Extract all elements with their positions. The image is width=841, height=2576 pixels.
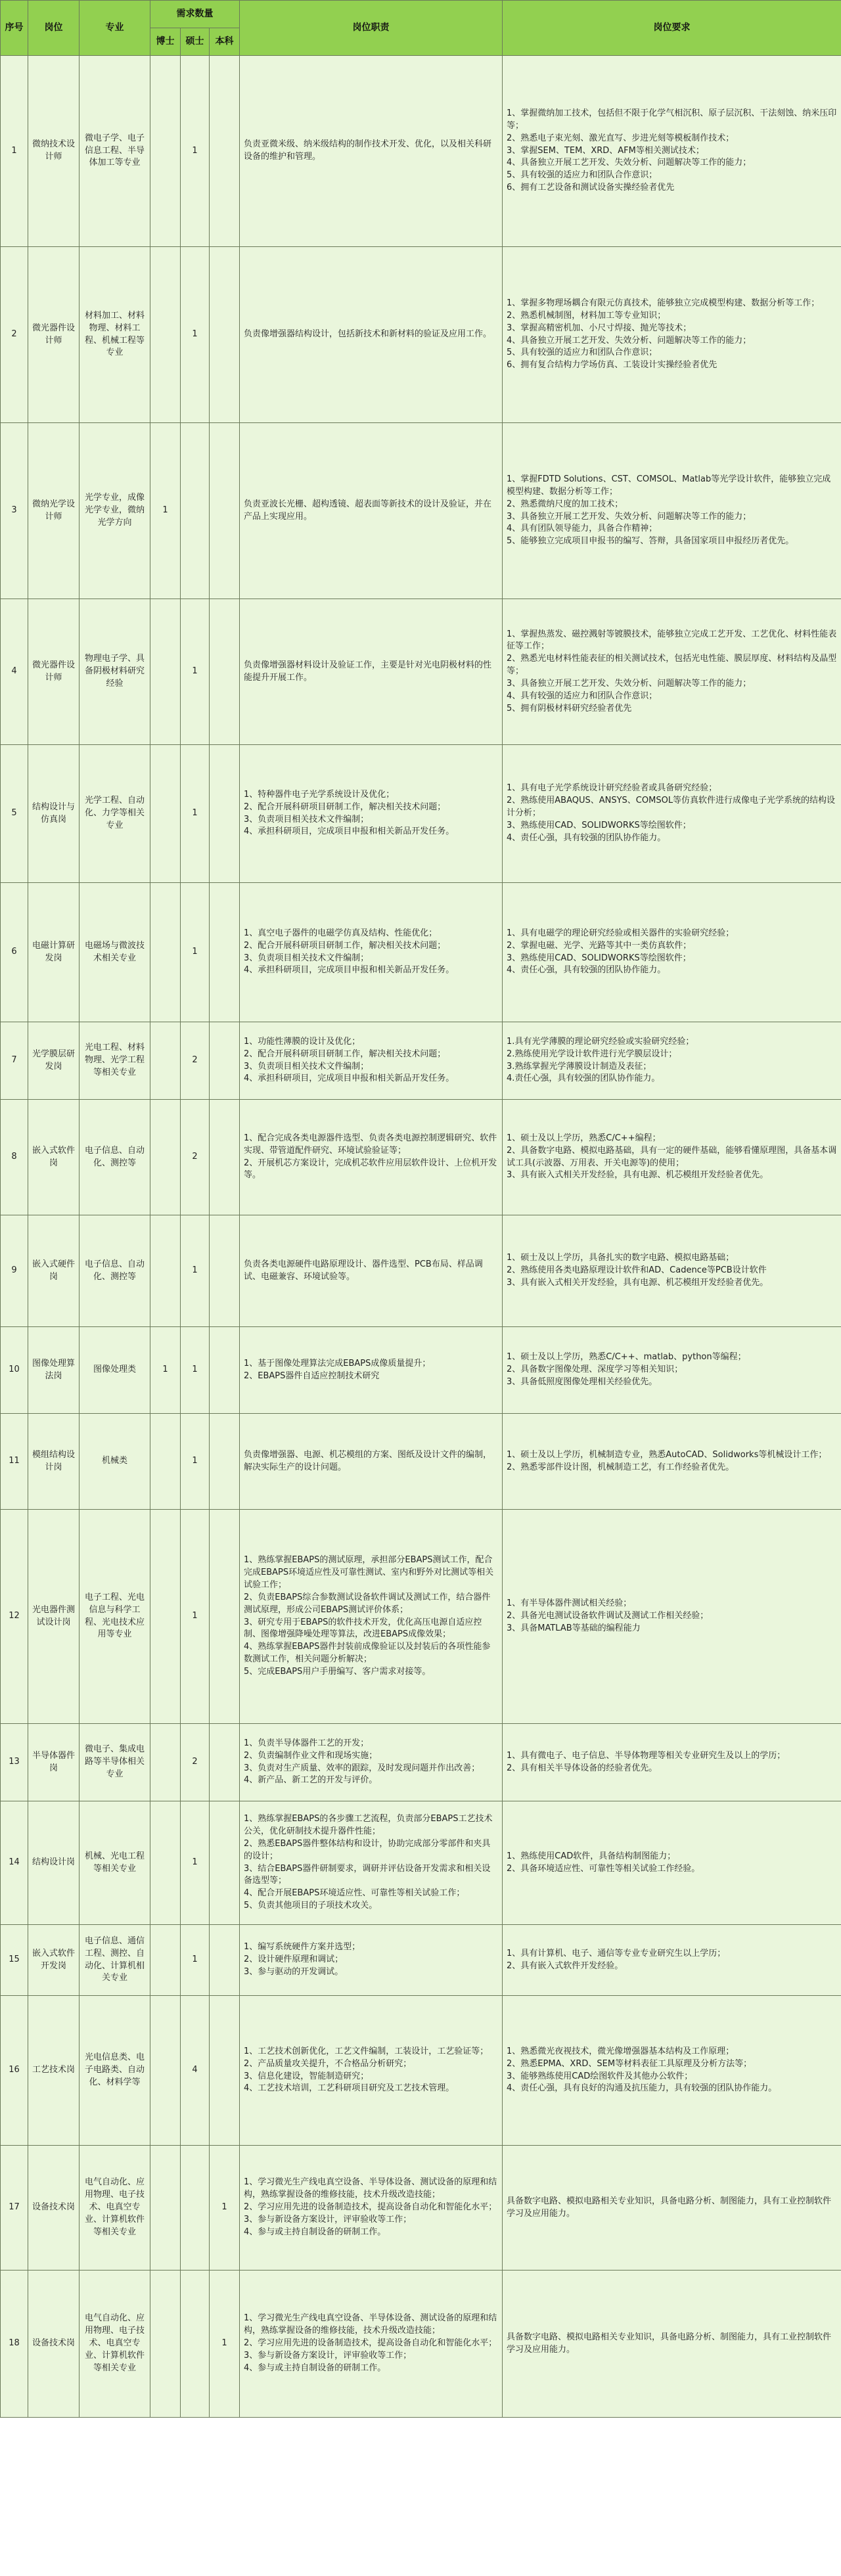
row-phd-count [150,1022,181,1100]
row-index: 4 [1,599,28,745]
row-phd-count [150,2146,181,2271]
row-master-count: 2 [181,1100,210,1215]
row-position: 嵌入式软件岗 [28,1100,80,1215]
row-phd-count [150,247,181,423]
row-duty: 负责各类电源硬件电路原理设计、器件选型、PCB布局、样品调试、电磁兼容、环境试验等。 [240,1215,503,1327]
row-requirement: 1、掌握多物理场耦合有限元仿真技术，能够独立完成模型构建、数据分析等工作； 2、熟悉机械制图，材料加工等专业知识； 3、掌握高精密机加、小尺寸焊接、抛光等技术； 4、具备独立开展工艺开发、失效分析、问题解决等工作的能力； 5、具有较强的适应力和团队合作意识； 6、拥有复合结构力学场仿真、工装设计实操经验者优先 [503,247,841,423]
header-index: 序号 [1,1,28,56]
table-row [1,745,841,883]
row-index: 6 [1,883,28,1022]
row-master-count: 2 [181,1724,210,1801]
row-bachelor-count [210,1327,240,1414]
row-major: 光学工程、自动化、力学等相关专业 [80,745,150,883]
row-position: 结构设计与仿真岗 [28,745,80,883]
row-index: 5 [1,745,28,883]
table-row [1,423,841,599]
table-row [1,1510,841,1724]
row-index: 11 [1,1414,28,1510]
table-row [1,599,841,745]
row-requirement: 1、硕士及以上学历，熟悉C/C++、matlab、python等编程； 2、具备数字图像处理、深度学习等相关知识； 3、具备低照度图像处理相关经验优先。 [503,1327,841,1414]
row-duty: 1、学习微光生产线电真空设备、半导体设备、测试设备的原理和结构，熟练掌握设备的维修技能，技术升级改造技能； 2、学习应用先进的设备制造技术，提高设备自动化和智能化水平； 3、参与新设备方案设计，评审验收等工作； 4、参与或主持自制设备的研制工作。 [240,2146,503,2271]
row-phd-count: 1 [150,423,181,599]
row-bachelor-count [210,1510,240,1724]
row-duty: 1、工艺技术创新优化，工艺文件编制，工装设计，工艺验证等； 2、产品质量攻关提升，不合格品分析研究； 3、信息化建设，智能制造研究； 4、工艺技术培训，工艺科研项目研究及工艺技术管理。 [240,1996,503,2146]
row-master-count: 2 [181,1022,210,1100]
row-duty: 1、真空电子器件的电磁学仿真及结构、性能优化； 2、配合开展科研项目研制工作，解决相关技术问题； 3、负责项目相关技术文件编制； 4、承担科研项目，完成项目申报和相关新品开发任务。 [240,883,503,1022]
table-row [1,2271,841,2418]
row-position: 微光器件设计师 [28,599,80,745]
table-row [1,1724,841,1801]
row-master-count: 4 [181,1996,210,2146]
row-bachelor-count [210,1925,240,1996]
row-major: 图像处理类 [80,1327,150,1414]
row-major: 光学专业，成像光学专业，微纳光学方向 [80,423,150,599]
row-position: 结构设计岗 [28,1801,80,1925]
row-position: 电磁计算研发岗 [28,883,80,1022]
row-master-count [181,2146,210,2271]
row-master-count: 1 [181,1801,210,1925]
row-position: 微光器件设计师 [28,247,80,423]
row-index: 17 [1,2146,28,2271]
row-index: 8 [1,1100,28,1215]
table-row [1,1022,841,1100]
row-phd-count [150,56,181,247]
row-requirement: 1、熟悉微光夜视技术，微光像增强器基本结构及工作原理； 2、熟悉EPMA、XRD、SEM等材料表征工具原理及分析方法等； 3、能够熟练使用CAD绘图软件及其他办公软件； 4、责任心强，具有良好的沟通及抗压能力，具有较强的团队协作能力。 [503,1996,841,2146]
row-index: 16 [1,1996,28,2146]
row-index: 3 [1,423,28,599]
header-master: 硕士 [181,28,210,56]
table-row [1,2146,841,2271]
row-bachelor-count [210,1996,240,2146]
row-duty: 负责像增强器、电源、机芯模组的方案、图纸及设计文件的编制，解决实际生产的设计问题。 [240,1414,503,1510]
row-duty: 负责像增强器结构设计，包括新技术和新材料的验证及应用工作。 [240,247,503,423]
row-master-count: 1 [181,1925,210,1996]
row-duty: 1、基于图像处理算法完成EBAPS成像质量提升； 2、EBAPS器件自适应控制技术研究 [240,1327,503,1414]
row-position: 微纳技术设计师 [28,56,80,247]
row-requirement: 具备数字电路、模拟电路相关专业知识，具备电路分析、制图能力，具有工业控制软件学习及应用能力。 [503,2271,841,2418]
row-master-count [181,423,210,599]
header-position: 岗位 [28,1,80,56]
row-major: 电子信息、自动化、测控等 [80,1100,150,1215]
row-index: 14 [1,1801,28,1925]
row-phd-count [150,1100,181,1215]
row-bachelor-count [210,247,240,423]
row-index: 10 [1,1327,28,1414]
row-position: 微纳光学设计师 [28,423,80,599]
row-requirement: 1、熟练使用CAD软件，具备结构制图能力； 2、具备环境适应性、可靠性等相关试验工作经验。 [503,1801,841,1925]
table-row [1,1414,841,1510]
row-duty: 1、功能性薄膜的设计及优化； 2、配合开展科研项目研制工作，解决相关技术问题； 3、负责项目相关技术文件编制； 4、承担科研项目，完成项目申报和相关新品开发任务。 [240,1022,503,1100]
row-requirement: 1、硕士及以上学历，机械制造专业，熟悉AutoCAD、Solidworks等机械设计工作； 2、熟悉零部件设计图，机械制造工艺，有工作经验者优先。 [503,1414,841,1510]
row-requirement: 1、掌握热蒸发、磁控溅射等镀膜技术，能够独立完成工艺开发、工艺优化、材料性能表征等工作； 2、熟悉光电材料性能表征的相关测试技术，包括光电性能、膜层厚度、材料结构及晶型等； 3、具备独立开展工艺开发、失效分析、问题解决等工作的能力； 4、具有较强的适应力和团队合作意识； 5、拥有阴极材料研究经验者优先 [503,599,841,745]
row-bachelor-count [210,1724,240,1801]
row-phd-count [150,1996,181,2146]
row-duty: 1、学习微光生产线电真空设备、半导体设备、测试设备的原理和结构，熟练掌握设备的维修技能，技术升级改造技能； 2、学习应用先进的设备制造技术，提高设备自动化和智能化水平； 3、参与新设备方案设计，评审验收等工作； 4、参与或主持自制设备的研制工作。 [240,2271,503,2418]
row-index: 18 [1,2271,28,2418]
row-index: 1 [1,56,28,247]
row-bachelor-count [210,1414,240,1510]
row-position: 嵌入式软件开发岗 [28,1925,80,1996]
row-requirement: 1、具有微电子、电子信息、半导体物理等相关专业研究生及以上的学历； 2、具有相关半导体设备的经验者优先。 [503,1724,841,1801]
row-duty: 1、编写系统硬件方案并选型； 2、设计硬件原理和调试； 3、参与驱动的开发调试。 [240,1925,503,1996]
row-bachelor-count [210,1215,240,1327]
row-bachelor-count [210,423,240,599]
row-phd-count [150,1215,181,1327]
table-row [1,1100,841,1215]
row-index: 13 [1,1724,28,1801]
row-phd-count: 1 [150,1327,181,1414]
row-position: 图像处理算法岗 [28,1327,80,1414]
row-major: 光电信息类、电子电路类、自动化、材料学等 [80,1996,150,2146]
header-duty: 岗位职责 [240,1,503,56]
row-major: 电子信息、自动化、测控等 [80,1215,150,1327]
row-phd-count [150,745,181,883]
row-position: 嵌入式硬件岗 [28,1215,80,1327]
row-position: 设备技术岗 [28,2271,80,2418]
row-master-count: 1 [181,1414,210,1510]
row-bachelor-count [210,883,240,1022]
row-bachelor-count: 1 [210,2146,240,2271]
row-bachelor-count [210,56,240,247]
row-requirement: 1.具有光学薄膜的理论研究经验或实验研究经验； 2.熟练使用光学设计软件进行光学膜层设计； 3.熟练掌握光学薄膜设计制造及表征； 4.责任心强，具有较强的团队协作能力。 [503,1022,841,1100]
row-bachelor-count [210,1100,240,1215]
row-requirement: 具备数字电路、模拟电路相关专业知识，具备电路分析、制图能力，具有工业控制软件学习及应用能力。 [503,2146,841,2271]
row-master-count: 1 [181,56,210,247]
row-position: 模组结构设计岗 [28,1414,80,1510]
row-major: 光电工程、材料物理、光学工程等相关专业 [80,1022,150,1100]
row-bachelor-count: 1 [210,2271,240,2418]
row-position: 工艺技术岗 [28,1996,80,2146]
row-major: 电磁场与微波技术相关专业 [80,883,150,1022]
row-major: 电子信息、通信工程、测控、自动化、计算机相关专业 [80,1925,150,1996]
header-bachelor: 本科 [210,28,240,56]
row-index: 12 [1,1510,28,1724]
row-duty: 1、熟练掌握EBAPS的测试原理，承担部分EBAPS测试工作，配合完成EBAPS环境适应性及可靠性测试、室内和野外对比测试等相关试验工作； 2、负责EBAPS综合参数测试设备软件调试及测试工作，结合器件测试原理，形成公司EBAPS测试评价体系； 3、研究专用于EBAPS的软件技术开发，优化高压电源自适应控制、图像增强降噪处理等算法，改进EBAPS成像效果； 4、熟练掌握EBAPS器件封装前成像验证以及封装后的各项性能参数测试工作，相关问题分析解决； 5、完成EBAPS用户手册编写、客户需求对接等。 [240,1510,503,1724]
row-duty: 负责亚波长光栅、超构透镜、超表面等新技术的设计及验证，并在产品上实现应用。 [240,423,503,599]
row-requirement: 1、具有电磁学的理论研究经验或相关器件的实验研究经验； 2、掌握电磁、光学、光路等其中一类仿真软件； 3、熟练使用CAD、SOLIDWORKS等绘图软件； 4、责任心强，具有较强的团队协作能力。 [503,883,841,1022]
table-row [1,1327,841,1414]
table-row [1,1925,841,1996]
row-master-count: 1 [181,247,210,423]
row-major: 物理电子学、具备阴极材料研究经验 [80,599,150,745]
row-position: 设备技术岗 [28,2146,80,2271]
table-row [1,883,841,1022]
header-phd: 博士 [150,28,181,56]
row-phd-count [150,883,181,1022]
row-master-count [181,2271,210,2418]
table-row [1,247,841,423]
row-duty: 1、配合完成各类电源器件选型、负责各类电源控制逻辑研究、软件实现、带管道配件研究、环境试验验证等； 2、开展机芯方案设计，完成机芯软件应用层软件设计、上位机开发等。 [240,1100,503,1215]
row-phd-count [150,1414,181,1510]
row-duty: 1、特种器件电子光学系统设计及优化； 2、配合开展科研项目研制工作，解决相关技术问题； 3、负责项目相关技术文件编制； 4、承担科研项目，完成项目申报和相关新品开发任务。 [240,745,503,883]
row-phd-count [150,1801,181,1925]
row-index: 15 [1,1925,28,1996]
row-master-count: 1 [181,1510,210,1724]
row-requirement: 1、有半导体器件测试相关经验； 2、具备光电测试设备软件调试及测试工作相关经验； 3、具备MATLAB等基础的编程能力 [503,1510,841,1724]
table-row [1,1215,841,1327]
row-master-count: 1 [181,599,210,745]
row-requirement: 1、硕士及以上学历，熟悉C/C++编程； 2、具备数字电路、模拟电路基础，具有一定的硬件基础，能够看懂原理图，具备基本调试工具(示波器、万用表、开关电源等)的使用； 3、具有嵌入式相关开发经验，具有电源、机芯模组开发经验者优先。 [503,1100,841,1215]
row-duty: 1、熟练掌握EBAPS的各步骤工艺流程，负责部分EBAPS工艺技术公关，优化研制技术提升器件性能； 2、熟悉EBAPS器件整体结构和设计，协助完成部分零部件和夹具的设计； 3、结合EBAPS器件研制要求，调研并评估设备开发需求和相关设备选型等； 4、配合开展EBAPS环境适应性、可靠性等相关试验工作； 5、负责其他项目的子项技术攻关。 [240,1801,503,1925]
row-major: 微电子学、电子信息工程、半导体加工等专业 [80,56,150,247]
row-master-count: 1 [181,1215,210,1327]
row-phd-count [150,2271,181,2418]
row-major: 机械、光电工程等相关专业 [80,1801,150,1925]
row-master-count: 1 [181,1327,210,1414]
row-duty: 负责亚微米级、纳米级结构的制作技术开发、优化，以及相关科研设备的维护和管理。 [240,56,503,247]
row-index: 9 [1,1215,28,1327]
row-phd-count [150,599,181,745]
header-requirement: 岗位要求 [503,1,841,56]
row-phd-count [150,1925,181,1996]
table-body [1,56,841,2418]
row-bachelor-count [210,1022,240,1100]
row-requirement: 1、掌握FDTD Solutions、CST、COMSOL、Matlab等光学设计软件，能够独立完成模型构建、数据分析等工作； 2、熟悉微纳尺度的加工技术； 3、具备独立开展工艺开发、失效分析、问题解决等工作的能力； 4、具有团队领导能力，具备合作精神； 5、能够独立完成项目申报书的编写、答辩，具备国家项目申报经历者优先。 [503,423,841,599]
table-row [1,1996,841,2146]
row-major: 微电子、集成电路等半导体相关专业 [80,1724,150,1801]
row-master-count: 1 [181,745,210,883]
row-requirement: 1、具有电子光学系统设计研究经验者或具备研究经验； 2、熟练使用ABAQUS、ANSYS、COMSOL等仿真软件进行成像电子光学系统的结构设计分析； 3、熟练使用CAD、SOLIDWORKS等绘图软件； 4、责任心强，具有较强的团队协作能力。 [503,745,841,883]
header-major: 专业 [80,1,150,56]
table-row [1,56,841,247]
row-requirement: 1、硕士及以上学历，具备扎实的数字电路、模拟电路基础； 2、熟练使用各类电路原理设计软件和AD、Cadence等PCB设计软件 3、具有嵌入式相关开发经验，具有电源、机芯模组开发经验者优先。 [503,1215,841,1327]
row-duty: 1、负责半导体器件工艺的开发； 2、负责编制作业文件和现场实施； 3、负责对生产质量、效率的跟踪，及时发现问题并作出改善； 4、新产品、新工艺的开发与评价。 [240,1724,503,1801]
row-bachelor-count [210,1801,240,1925]
row-major: 材料加工、材料物理、材料工程、机械工程等专业 [80,247,150,423]
row-phd-count [150,1510,181,1724]
table-row [1,1801,841,1925]
table-header [1,1,841,56]
row-index: 7 [1,1022,28,1100]
row-bachelor-count [210,745,240,883]
row-index: 2 [1,247,28,423]
row-position: 半导体器件岗 [28,1724,80,1801]
header-demand: 需求数量 [150,1,240,28]
row-master-count: 1 [181,883,210,1022]
row-major: 机械类 [80,1414,150,1510]
row-major: 电子工程、光电信息与科学工程、光电技术应用等专业 [80,1510,150,1724]
row-position: 光学膜层研发岗 [28,1022,80,1100]
row-bachelor-count [210,599,240,745]
row-duty: 负责像增强器材料设计及验证工作，主要是针对光电阴极材料的性能提升开展工作。 [240,599,503,745]
row-requirement: 1、掌握微纳加工技术，包括但不限于化学气相沉积、原子层沉积、干法刻蚀、纳米压印等； 2、熟悉电子束光刻、激光直写、步进光刻等模板制作技术； 3、掌握SEM、TEM、XRD、AFM等相关测试技术； 4、具备独立开展工艺开发、失效分析、问题解决等工作的能力； 5、具有较强的适应力和团队合作意识； 6、拥有工艺设备和测试设备实操经验者优先 [503,56,841,247]
row-major: 电气自动化、应用物理、电子技术、电真空专业、计算机软件等相关专业 [80,2271,150,2418]
row-major: 电气自动化、应用物理、电子技术、电真空专业、计算机软件等相关专业 [80,2146,150,2271]
row-position: 光电器件测试设计岗 [28,1510,80,1724]
row-phd-count [150,1724,181,1801]
row-requirement: 1、具有计算机、电子、通信等专业专业研究生以上学历； 2、具有嵌入式软件开发经验。 [503,1925,841,1996]
